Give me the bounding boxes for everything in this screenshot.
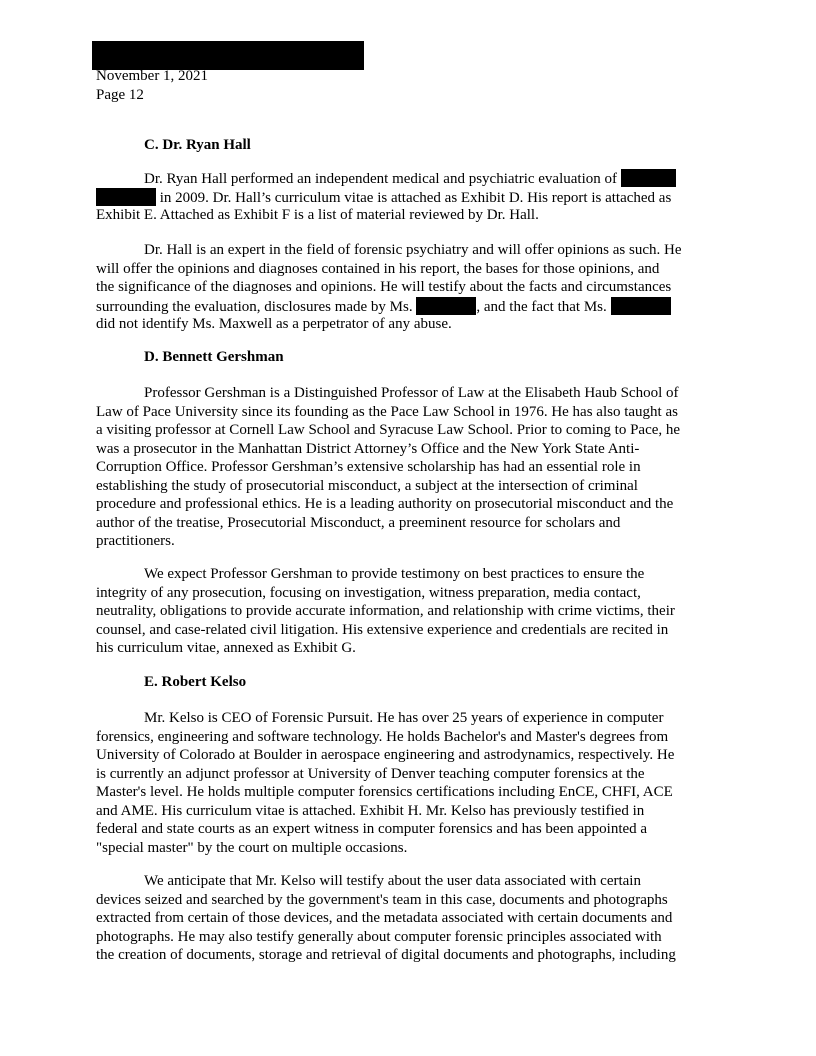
text-line: the significance of the diagnoses and opinions. He will testify about the facts and circumstances — [96, 279, 672, 295]
text-line: photographs. He may also testify generally about computer forensic principles associated with — [96, 928, 662, 945]
text-span: Dr. Ryan Hall performed an independent medical and psychiatric evaluation of — [144, 171, 617, 187]
text-line: procedure and professional ethics. He is a leading authority on prosecutorial misconduct and the — [96, 496, 674, 512]
text-line: Mr. Kelso is CEO of Forensic Pursuit. He has over 25 years of experience in computer — [144, 710, 664, 726]
text-line: Dr. Hall is an expert in the field of forensic psychiatry and will offer opinions as such. He — [144, 242, 682, 258]
text-line: and AME. His curriculum vitae is attached. Exhibit H. Mr. Kelso has previously testified in — [96, 802, 645, 819]
text-line: did not identify Ms. Maxwell as a perpetrator of any abuse. — [96, 316, 452, 332]
text-line — [96, 169, 736, 188]
text-line: We anticipate that Mr. Kelso will testify about the user data associated with certain — [144, 873, 641, 889]
redaction-bar — [611, 297, 671, 315]
text-span: surrounding the evaluation, disclosures made by Ms. — [96, 298, 417, 315]
redaction-bar — [416, 297, 476, 315]
text-line: devices seized and searched by the government's team in this case, documents and photographs — [96, 891, 668, 908]
text-line: was a prosecutor in the Manhattan District Attorney’s Office and the New York State Anti- — [96, 440, 640, 457]
text-line: Professor Gershman is a Distinguished Professor of Law at the Elisabeth Haub School of — [144, 385, 679, 401]
text-line: counsel, and case-related civil litigation. His extensive experience and credentials are recited in — [96, 621, 669, 638]
section-c-title: C. Dr. Ryan Hall — [144, 137, 251, 153]
section-e-paragraph-1 — [96, 709, 736, 857]
text-line: practitioners. — [96, 533, 175, 549]
text-line: "special master" by the court on multiple occasions. — [96, 839, 408, 856]
text-line — [96, 188, 736, 207]
section-e-title: E. Robert Kelso — [144, 674, 247, 690]
text-line: We expect Professor Gershman to provide testimony on best practices to ensure the — [144, 566, 645, 582]
section-c-paragraph-2 — [96, 241, 736, 334]
header-date: November 1, 2021 — [96, 68, 209, 84]
text-line: his curriculum vitae, annexed as Exhibit G. — [96, 640, 356, 656]
text-line: forensics, engineering and software technology. He holds Bachelor's and Master's degrees from — [96, 728, 669, 745]
text-line: extracted from certain of those devices, and the metadata associated with certain documents and — [96, 910, 673, 926]
text-span: , and the fact that Ms. — [476, 298, 611, 315]
text-line: Master's level. He holds multiple computer forensics certifications including EnCE, CHFI, ACE — [96, 784, 673, 800]
text-line: federal and state courts as an expert witness in computer forensics and has been appointed a — [96, 821, 648, 837]
section-d-paragraph-2 — [96, 565, 736, 658]
text-line: University of Colorado at Boulder in aerospace engineering and astrodynamics, respectively. He — [96, 747, 675, 763]
redaction-bar — [96, 188, 156, 206]
header-page-number: Page 12 — [96, 87, 144, 103]
text-line: will offer the opinions and diagnoses contained in his report, the bases for those opinions, and — [96, 260, 660, 277]
text-line: establishing the study of prosecutorial misconduct, a subject at the intersection of criminal — [96, 477, 638, 494]
text-line: Exhibit E. Attached as Exhibit F is a list of material reviewed by Dr. Hall. — [96, 207, 539, 223]
text-line: is currently an adjunct professor at University of Denver teaching computer forensics at the — [96, 765, 645, 782]
text-line: neutrality, obligations to provide accurate information, and relationship with crime victims, their — [96, 603, 675, 619]
section-e-paragraph-2 — [96, 872, 736, 965]
text-line — [96, 297, 736, 316]
text-line: Corruption Office. Professor Gershman’s extensive scholarship has had an essential role in — [96, 459, 641, 475]
text-line: Law of Pace University since its founding as the Pace Law School in 1976. He has also taught as — [96, 403, 678, 420]
section-d-paragraph-1 — [96, 384, 736, 551]
text-line: a visiting professor at Cornell Law School and Syracuse Law School. Prior to coming to Pace, he — [96, 422, 681, 438]
text-span: in 2009. Dr. Hall’s curriculum vitae is attached as Exhibit D. His report is attached as — [156, 189, 672, 206]
section-d-title: D. Bennett Gershman — [144, 349, 284, 365]
text-line: the creation of documents, storage and retrieval of digital documents and photographs, including — [96, 947, 676, 963]
text-line: integrity of any prosecution, focusing on investigation, witness preparation, media contact, — [96, 584, 641, 601]
redaction-bar-header — [92, 41, 364, 70]
text-line: author of the treatise, Prosecutorial Misconduct, a preeminent resource for scholars and — [96, 514, 621, 531]
redaction-bar — [621, 169, 676, 187]
section-c-paragraph-1 — [96, 169, 736, 225]
